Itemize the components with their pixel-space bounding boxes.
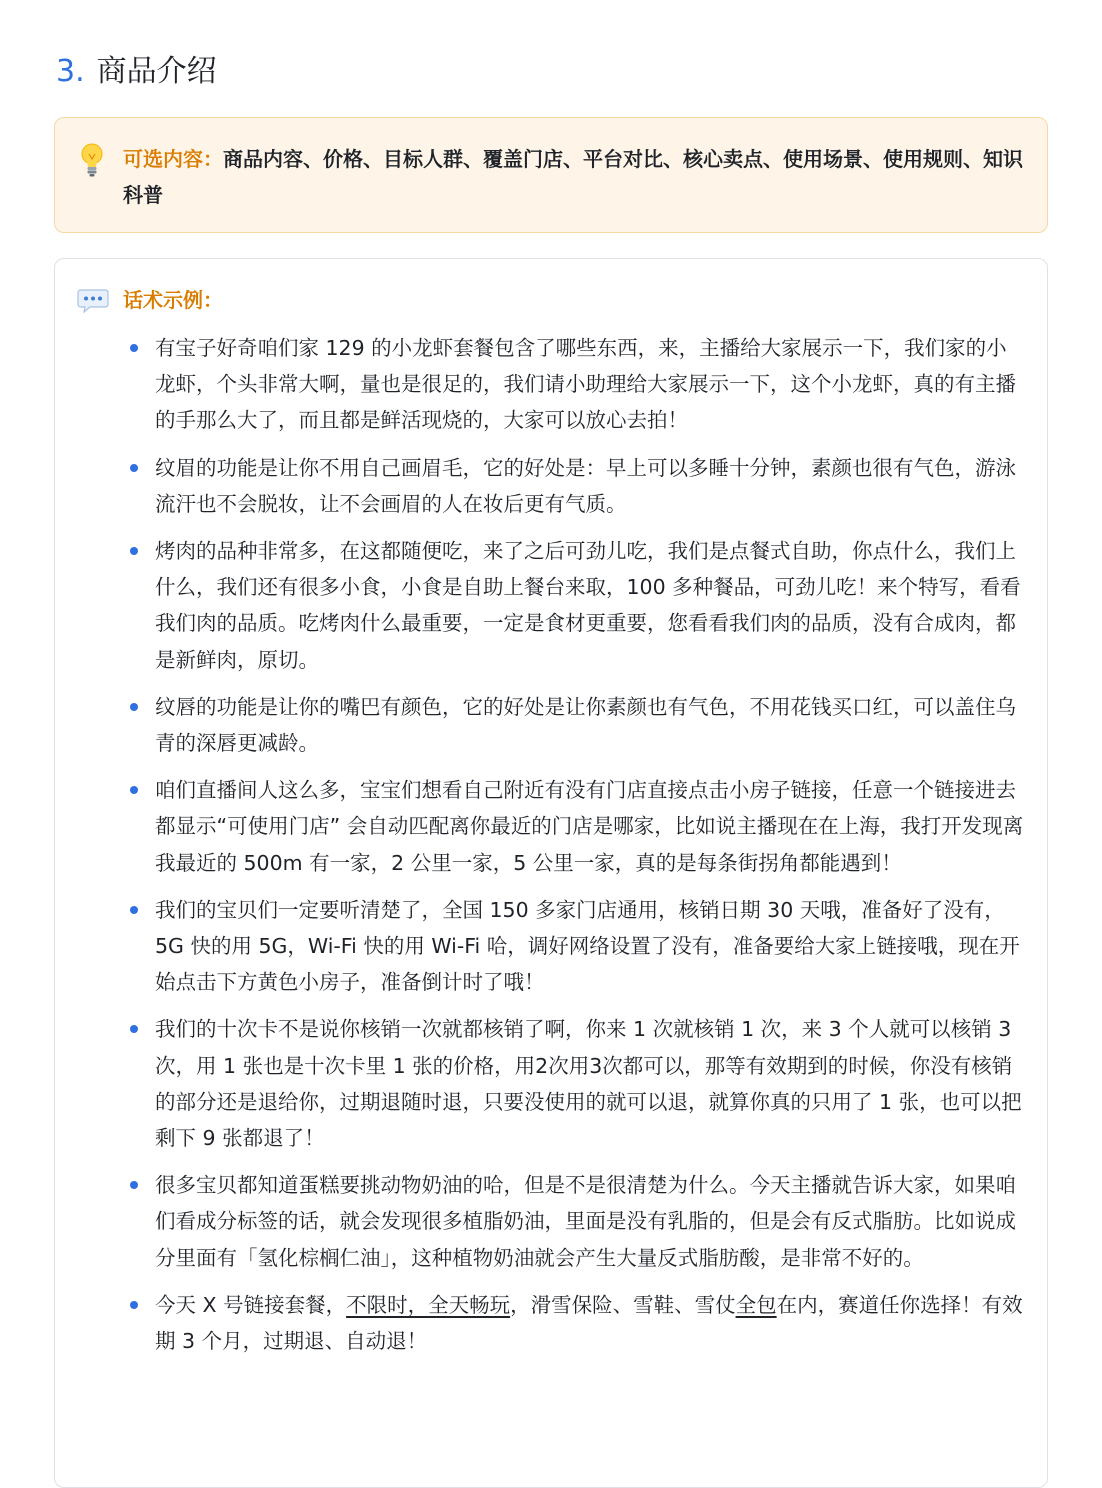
- example-text: 烤肉的品种非常多，在这都随便吃，来了之后可劲儿吃，我们是点餐式自助，你点什么，我们上什么，我们还有很多小食，小食是自助上餐台来取，100 多种餐品，可劲儿吃！来个特写，看看我们肉的品质。吃烤肉什么最重要，一定是食材更重要，您看看我们肉的品质，没有合成肉，都是新鲜肉，原切。: [155, 539, 1021, 672]
- bullet-icon: [130, 344, 138, 352]
- script-examples-panel: [54, 258, 1048, 1488]
- optional-content-callout: [54, 117, 1048, 233]
- example-item-bbq: [55, 533, 1049, 678]
- lightbulb-icon: [79, 142, 105, 178]
- example-item-ski-package: [55, 1287, 1049, 1359]
- example-text: 纹唇的功能是让你的嘴巴有颜色，它的好处是让你素颜也有气色，不用花钱买口红，可以盖住乌青的深唇更减龄。: [155, 694, 1016, 756]
- example-text: 纹眉的功能是让你不用自己画眉毛，它的好处是：早上可以多睡十分钟，素颜也很有气色，游泳流汗也不会脱妆，让不会画眉的人在妆后更有气质。: [155, 455, 1016, 516]
- bullet-icon: [130, 1301, 138, 1309]
- bullet-icon: [130, 786, 138, 794]
- example-text: 有宝子好奇咱们家 129 的小龙虾套餐包含了哪些东西，来，主播给大家展示一下，我们家的小龙虾，个头非常大啊，量也是很足的，我们请小助理给大家展示一下，这个小龙虾，真的有主播的手那么大了，而且都是鲜活现烧的，大家可以放心去拍！: [155, 336, 1016, 433]
- example-item-stores: [55, 772, 1049, 881]
- example-item-crayfish: [55, 330, 1049, 439]
- underlined-highlight: 全包: [735, 1292, 777, 1317]
- section-number: 3.: [56, 54, 85, 89]
- example-text-part: 在内，赛道任你选择！有效期 3 个月，过期退、自动退！: [155, 1292, 1023, 1354]
- section-title: [56, 50, 217, 94]
- bullet-icon: [130, 703, 138, 711]
- example-text: 我们的宝贝们一定要听清楚了，全国 150 多家门店通用，核销日期 30 天哦，准备好了没有，5G 快的用 5G，Wi-Fi 快的用 Wi-Fi 哈，调好网络设置了没有，准备要给大家上链接哦，现在开始点击下方黄色小房子，准备倒计时了哦！: [155, 897, 1020, 995]
- example-text: 我们的十次卡不是说你核销一次就都核销了啊，你来 1 次就核销 1 次，来 3 个人就可以核销 3 次，用 1 张也是十次卡里 1 张的价格，用2次用3次都可以，那等有效期到的时候，你没有核销的部分还是退给你，过期退随时退，只要没使用的就可以退，就算你真的只用了 1 张，也可以把剩下 9 张都退了！: [155, 1017, 1022, 1151]
- underlined-highlight: 不限时，全天畅玩: [346, 1292, 511, 1317]
- example-item-countdown: [55, 892, 1049, 1001]
- example-text-part: 今天 X 号链接套餐，: [155, 1292, 347, 1317]
- example-text: 咱们直播间人这么多，宝宝们想看自己附近有没有门店直接点击小房子链接，任意一个链接进去都显示“可使用门店” 会自动匹配离你最近的门店是哪家，比如说主播现在在上海，我打开发现离我最近的 500m 有一家，2 公里一家，5 公里一家，真的是每条街拐角都能遇到！: [155, 778, 1024, 875]
- section-title-text: 商品介绍: [96, 54, 217, 89]
- example-item-lip: [55, 689, 1049, 761]
- example-text: 很多宝贝都知道蛋糕要挑动物奶油的哈，但是不是很清楚为什么。今天主播就告诉大家，如果咱们看成分标签的话，就会发现很多植脂奶油，里面是没有乳脂的，但是会有反式脂肪。比如说成分里面有「氢化棕榈仁油」，这种植物奶油就会产生大量反式脂肪酸，是非常不好的。: [155, 1173, 1016, 1270]
- example-item-ten-pass: [55, 1011, 1049, 1156]
- speech-bubble-icon: [77, 288, 109, 314]
- example-item-cake-cream: [55, 1167, 1049, 1276]
- bullet-icon: [130, 906, 138, 914]
- bullet-icon: [130, 1181, 138, 1189]
- example-text-part: ，滑雪保险、雪鞋、雪仗: [510, 1292, 736, 1317]
- example-list: [55, 330, 1049, 1370]
- callout-label: 可选内容：: [123, 147, 223, 171]
- bullet-icon: [130, 547, 138, 555]
- callout-content: 商品内容、价格、目标人群、覆盖门店、平台对比、核心卖点、使用场景、使用规则、知识科普: [123, 147, 1023, 207]
- bullet-icon: [130, 1025, 138, 1033]
- example-item-eyebrow: [55, 450, 1049, 522]
- callout-text: [123, 141, 1023, 213]
- bullet-icon: [130, 464, 138, 472]
- examples-title: 话术示例：: [123, 288, 223, 312]
